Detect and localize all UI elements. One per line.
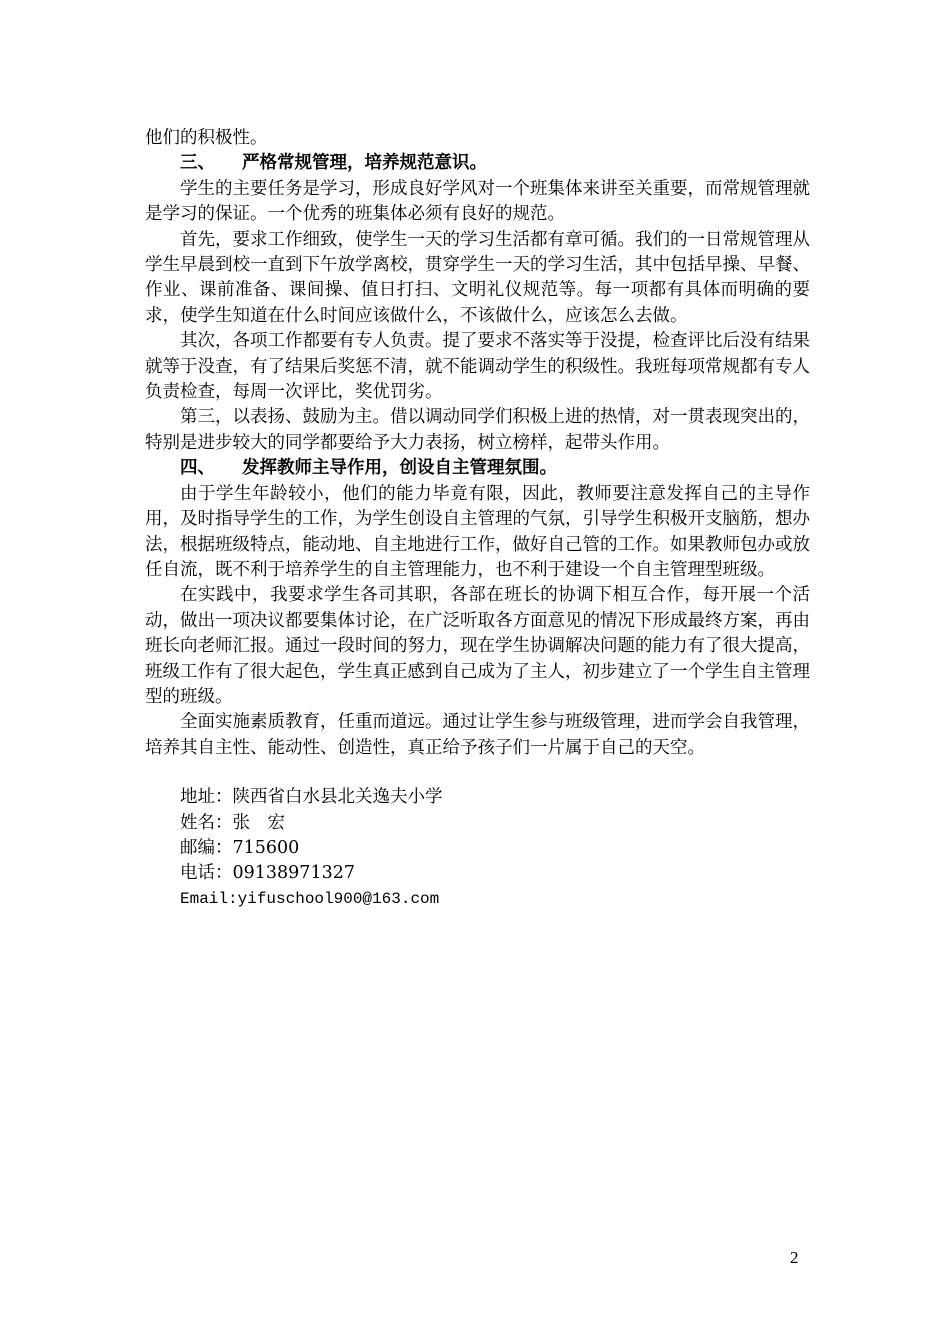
contact-address: 地址：陕西省白水县北关逸夫小学 — [180, 787, 443, 808]
paragraph: 全面实施素质教育，任重而道远。通过让学生参与班级管理，进而学会自我管理，培养其自主性、能动性、创造性，真正给予孩子们一片属于自己的天空。 — [145, 712, 810, 758]
paragraph: 由于学生年龄较小，他们的能力毕竟有限，因此，教师要注意发挥自己的主导作用，及时指导学生的工作，为学生创设自主管理的气氛，引导学生积极开支脑筋，想办法，根据班级特点，能动地、自主地进行工作，做好自己管的工作。如果教师包办或放任自流，既不利于培养学生的自主管理能力，也不利于建设一个自主管理型班级。 — [145, 483, 810, 580]
contact-phone: 电话：09138971327 — [180, 863, 355, 884]
section-heading-4 — [145, 456, 810, 481]
paragraph: 首先，要求工作细致，使学生一天的学习生活都有章可循。我们的一日常规管理从学生早晨到校一直到下午放学离校，贯穿学生一天的学习生活，其中包括早操、早餐、作业、课前准备、课间操、值日打扫、文明礼仪规范等。每一项都有具体而明确的要求，使学生知道在什么时间应该做什么，不该做什么，应该怎么去做。 — [145, 229, 810, 326]
section-title: 发挥教师主导作用，创设自主管理氛围。 — [242, 458, 557, 479]
section-heading-3 — [145, 151, 810, 176]
contact-email: Email:yifuschool900@163.com — [180, 889, 440, 908]
section-number: 四、 — [180, 458, 215, 479]
section-number: 三、 — [180, 153, 215, 174]
contact-block — [145, 785, 810, 912]
contact-postcode: 邮编：715600 — [180, 837, 300, 858]
document-body — [145, 126, 810, 912]
paragraph: 学生的主要任务是学习，形成良好学风对一个班集体来讲至关重要，而常规管理就是学习的保证。一个优秀的班集体必须有良好的规范。 — [145, 178, 810, 225]
section-title: 严格常规管理，培养规范意识。 — [242, 153, 487, 174]
paragraph-continuation: 他们的积极性。 — [145, 128, 268, 148]
contact-name: 姓名：张 宏 — [180, 812, 285, 833]
paragraph: 在实践中，我要求学生各司其职，各部在班长的协调下相互合作，每开展一个活动，做出一项决议都要集体讨论，在广泛听取各方面意见的情况下形成最终方案，再由班长向老师汇报。通过一段时间的努力，现在学生协调解决问题的能力有了很大提高，班级工作有了很大起色，学生真正感到自己成为了主人，初步建立了一个学生自主管理型的班级。 — [145, 585, 810, 707]
paragraph: 其次，各项工作都要有专人负责。提了要求不落实等于没提，检查评比后没有结果就等于没查，有了结果后奖惩不清，就不能调动学生的积级性。我班每项常规都有专人负责检查，每周一次评比，奖优罚劣。 — [145, 331, 810, 403]
paragraph: 第三，以表扬、鼓励为主。借以调动同学们积极上进的热情，对一贯表现突出的，特别是进步较大的同学都要给予大力表扬，树立榜样，起带头作用。 — [145, 407, 810, 453]
page-number: 2 — [790, 1248, 799, 1267]
